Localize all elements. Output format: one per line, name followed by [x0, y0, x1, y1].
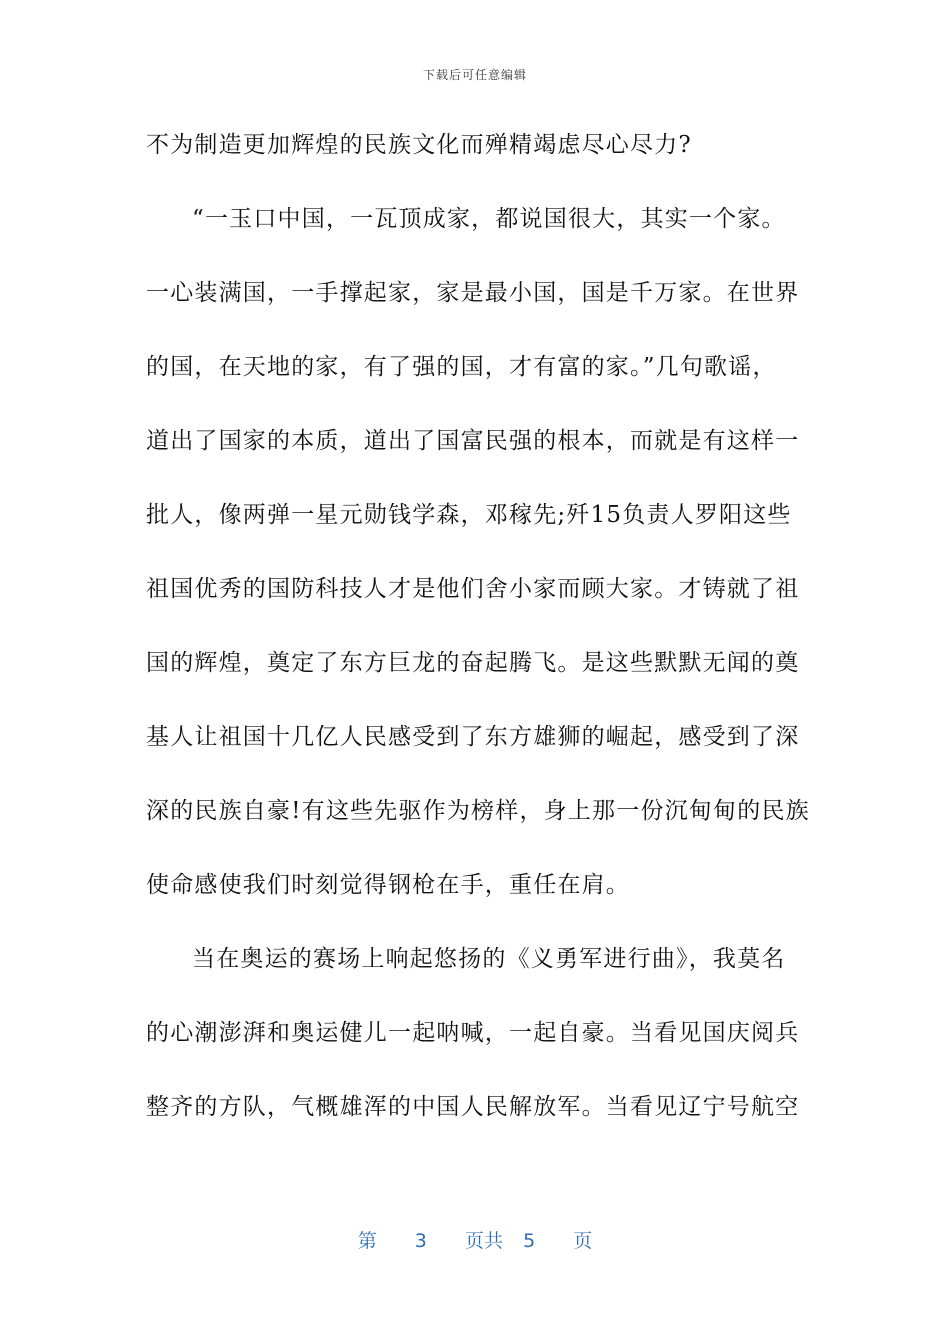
page-footer: [0, 1226, 950, 1253]
text-line: 基人让祖国十几亿人民感受到了东方雄狮的崛起，感受到了深: [146, 724, 800, 750]
text-line: 整齐的方队，气概雄浑的中国人民解放军。当看见辽宁号航空: [146, 1094, 800, 1120]
text-line: 批人，像两弹一星元勋钱学森，邓稼先;歼15负责人罗阳这些: [146, 502, 792, 528]
text-line: 一心装满国，一手撑起家，家是最小国，国是千万家。在世界: [146, 280, 800, 306]
text-line: 使命感使我们时刻觉得钢枪在手，重任在肩。: [146, 872, 630, 898]
text-line: 不为制造更加辉煌的民族文化而殚精竭虑尽心尽力?: [146, 132, 692, 158]
footer-prefix: 第: [357, 1230, 377, 1252]
text-line: 的心潮澎湃和奥运健儿一起呐喊，一起自豪。当看见国庆阅兵: [146, 1020, 800, 1046]
text-line: 国的辉煌，奠定了东方巨龙的奋起腾飞。是这些默默无闻的奠: [146, 650, 800, 676]
footer-middle: 页共: [464, 1230, 503, 1252]
current-page-number: 3: [414, 1230, 427, 1252]
text-line: 的国，在天地的家，有了强的国，才有富的家。”几句歌谣，: [146, 354, 777, 380]
document-body: [146, 120, 810, 1156]
text-line: 当在奥运的赛场上响起悠扬的《义勇军进行曲》，我莫名: [192, 946, 786, 972]
header-note: 下载后可任意编辑: [422, 68, 527, 82]
text-line: 道出了国家的本质，道出了国富民强的根本，而就是有这样一: [146, 428, 800, 454]
text-line: “一玉口中国，一瓦顶成家，都说国很大，其实一个家。: [192, 206, 786, 232]
total-pages-number: 5: [523, 1230, 536, 1252]
text-line: 祖国优秀的国防科技人才是他们舍小家而顾大家。才铸就了祖: [146, 576, 800, 602]
text-line: 深的民族自豪!有这些先驱作为榜样，身上那一份沉甸甸的民族: [146, 798, 810, 824]
footer-suffix: 页: [573, 1230, 593, 1252]
